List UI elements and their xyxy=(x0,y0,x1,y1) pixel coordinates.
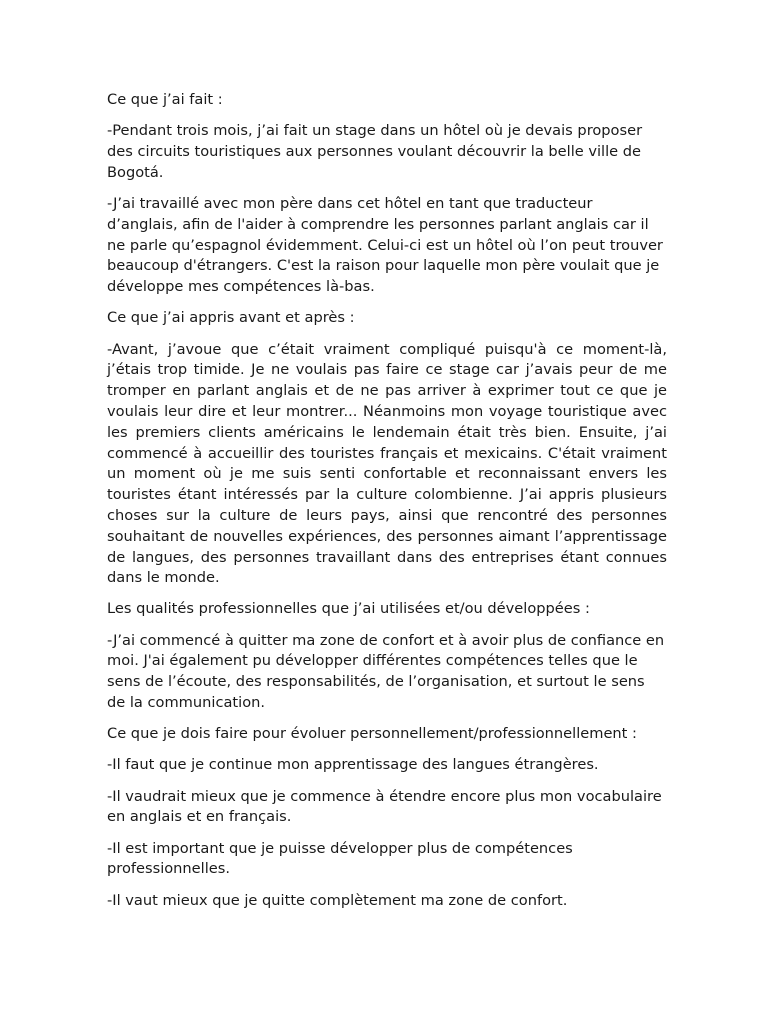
paragraph-internship: -Pendant trois mois, j’ai fait un stage dans un hôtel où je devais proposer des circuits touristiques aux personnes voulant découvrir la belle ville de Bogotá. xyxy=(107,122,643,181)
list-item-languages: -Il faut que je continue mon apprentissage des langues étrangères. xyxy=(107,756,599,774)
section-heading-evolve: Ce que je dois faire pour évoluer personnellement/professionnellement : xyxy=(107,725,637,743)
section-heading-done: Ce que j’ai fait : xyxy=(107,91,223,108)
list-item-comfort-zone: -Il vaut mieux que je quitte complètement ma zone de confort. xyxy=(107,891,568,909)
paragraph-before-after: -Avant, j’avoue que c’était vraiment compliqué puisqu'à ce moment-là, j’étais trop timide. Je ne voulais pas faire ce stage car j’avais peur de me tromper en parlant anglais et de ne pas arriver à exprimer tout ce que je voulais leur dire et leur montrer... Néanmoins mon voyage touristique avec les premiers clients américains le lendemain était très bien. Ensuite, j’ai commencé à accueillir des touristes français et mexicains. C'était vraiment un moment où je me suis senti confortable et reconnaissant envers les touristes étant intéressés par la culture colombienne. J’ai appris plusieurs choses sur la culture de leurs pays, ainsi que rencontré des personnes souhaitant de nouvelles expériences, des personnes aimant l’apprentissage de langues, des personnes travaillant dans des entreprises étant connues dans le monde. xyxy=(107,340,667,587)
paragraph-qualities: -J’ai commencé à quitter ma zone de confort et à avoir plus de confiance en moi. J'ai également pu développer différentes compétences telles que le sens de l’écoute, des responsabilités, de l’organisation, et surtout le sens de la communication. xyxy=(107,631,665,712)
list-item-vocabulary: -Il vaudrait mieux que je commence à étendre encore plus mon vocabulaire en anglais et en français. xyxy=(107,787,662,826)
list-item-skills: -Il est important que je puisse développer plus de compétences professionnelles. xyxy=(107,839,573,878)
paragraph-translator: -J’ai travaillé avec mon père dans cet hôtel en tant que traducteur d’anglais, afin de l'aider à comprendre les personnes parlant anglais car il ne parle qu’espagnol évidemment. Celui-ci est un hôtel où l’on peut trouver beaucoup d'étrangers. C'est la raison pour laquelle mon père voulait que je développe mes compétences là-bas. xyxy=(107,194,663,296)
section-heading-learned: Ce que j’ai appris avant et après : xyxy=(107,309,355,327)
section-heading-qualities: Les qualités professionnelles que j’ai utilisées et/ou développées : xyxy=(107,600,590,618)
document-body xyxy=(107,90,667,922)
